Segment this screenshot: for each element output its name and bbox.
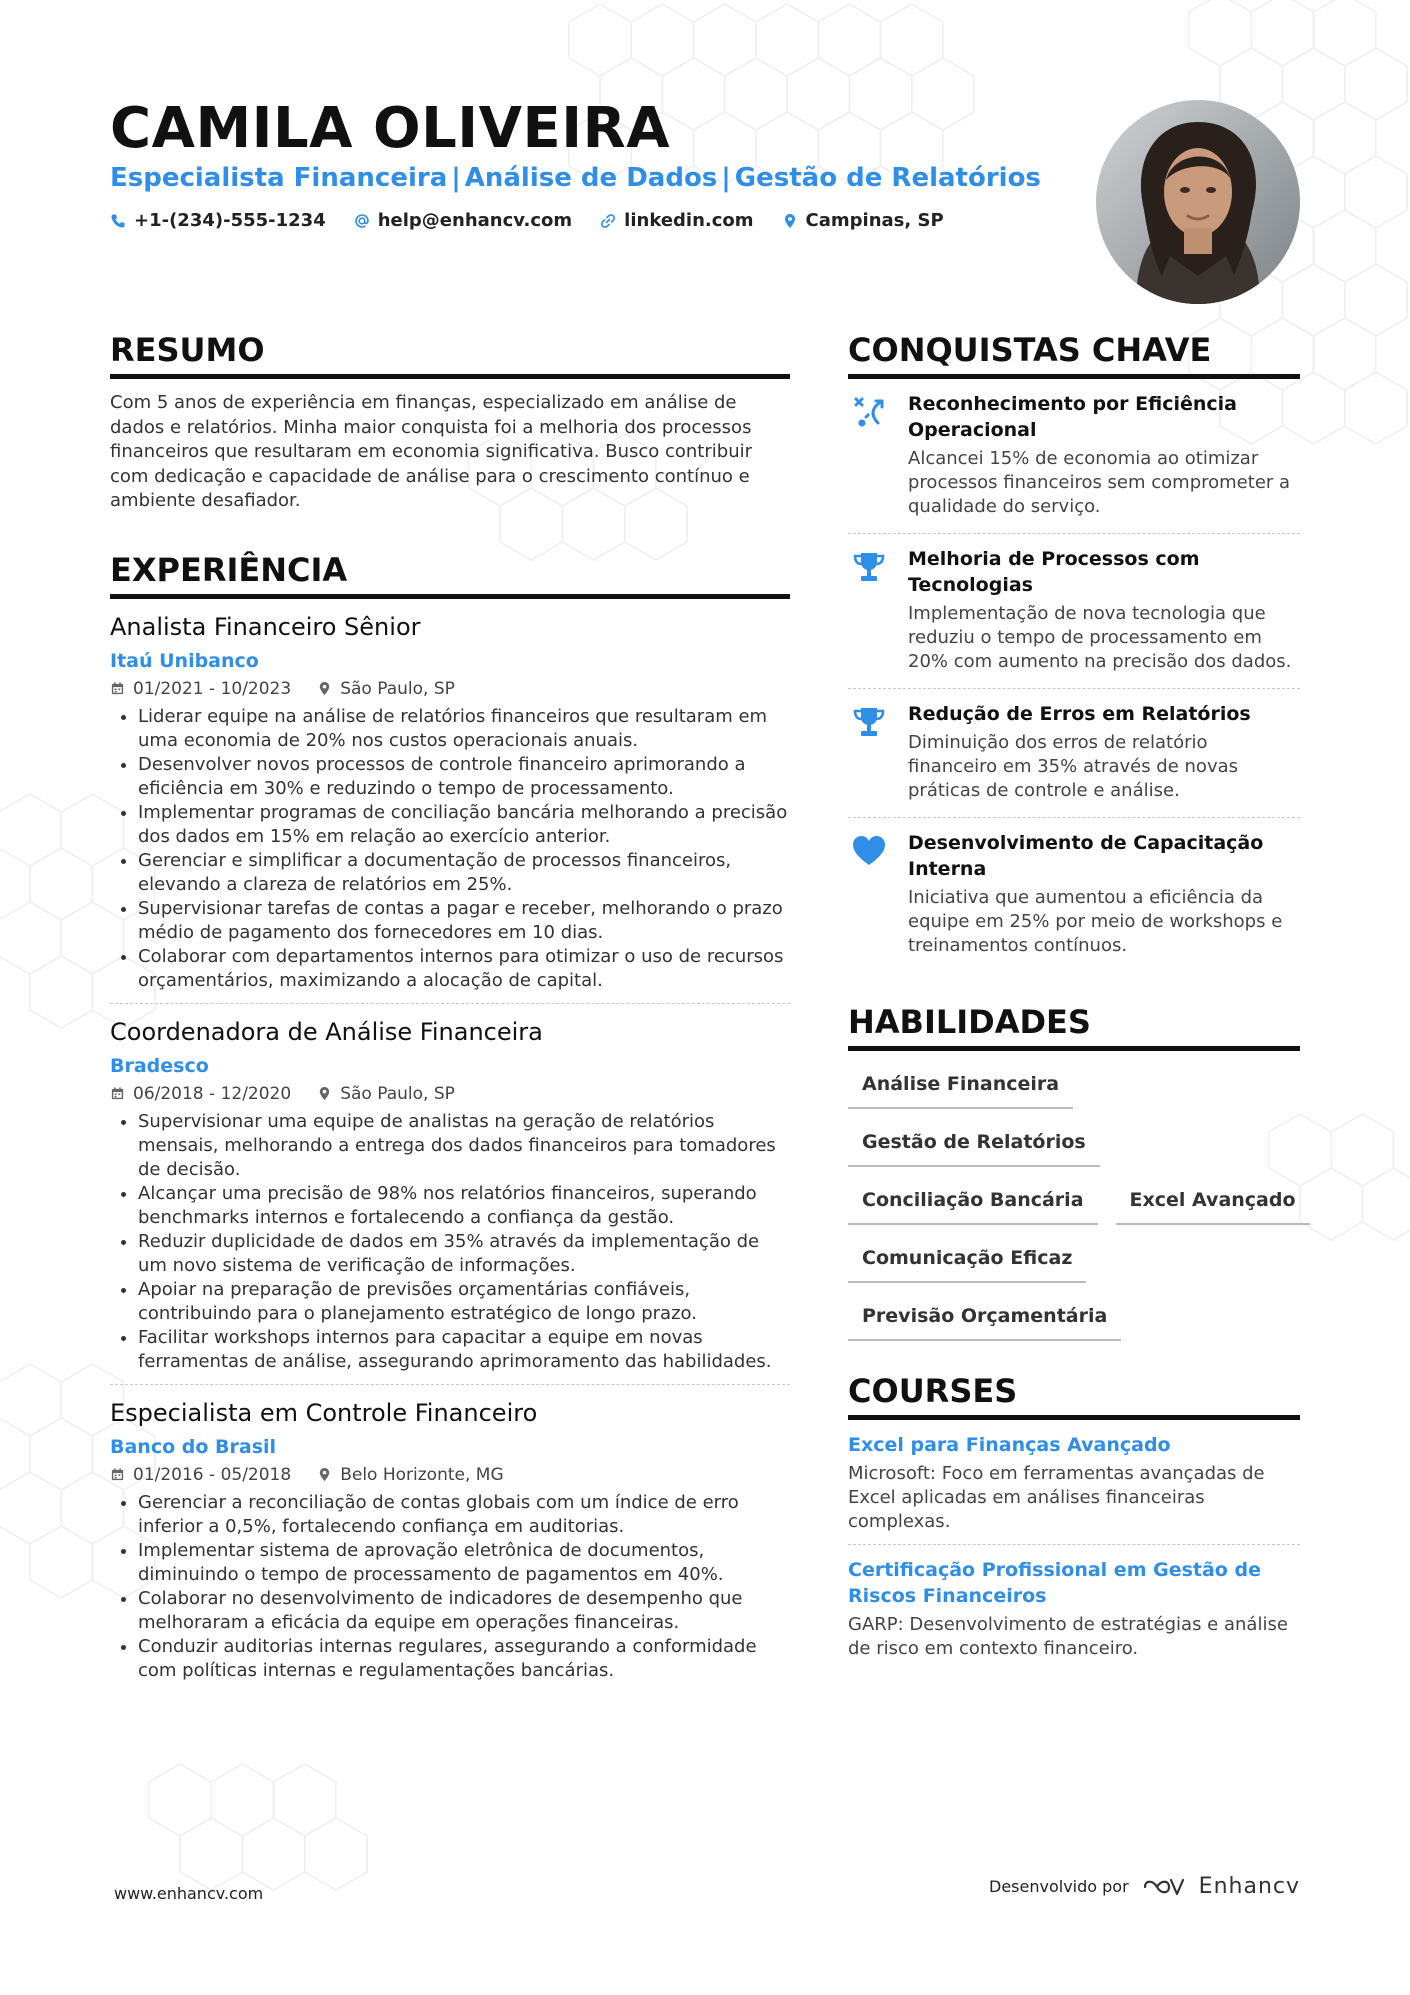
- job-location-text: São Paulo, SP: [340, 678, 455, 699]
- job-location-text: Belo Horizonte, MG: [340, 1464, 504, 1485]
- bullet-item: • Colaborar no desenvolvimento de indicadores de desempenho que melhoraram a eficácia da equipe em operações financeiras.: [138, 1587, 790, 1635]
- job-dates: [110, 1082, 291, 1106]
- bullet-item: • Alcançar uma precisão de 98% nos relatórios financeiros, superando benchmarks internos e fortalecendo a confiança da gestão.: [138, 1182, 790, 1230]
- achievement-title: Redução de Erros em Relatórios: [908, 703, 1251, 725]
- achievement-body: [908, 391, 1300, 519]
- achievement-icon-wrap: [848, 830, 890, 958]
- experience-heading: EXPERIÊNCIA: [110, 550, 790, 599]
- job-entry: [110, 1004, 790, 1385]
- courses-list: [848, 1420, 1300, 1671]
- contact-phone[interactable]: [110, 208, 326, 234]
- achievement-description: Alcancei 15% de economia ao otimizar processos financeiros sem comprometer a qualidade do serviço.: [908, 448, 1291, 517]
- achievement-icon-wrap: [848, 701, 890, 803]
- bullet-item: • Implementar programas de conciliação bancária melhorando a precisão dos dados em 15% em relação ao exercício anterior.: [138, 801, 790, 849]
- skill-tag: Gestão de Relatórios: [848, 1125, 1100, 1167]
- achievement-icon-wrap: [848, 391, 890, 519]
- headline-part: Gestão de Relatórios: [734, 163, 1041, 193]
- job-entry: [110, 1385, 790, 1693]
- skills-row: [848, 1299, 1300, 1341]
- achievement-description: Diminuição dos erros de relatório financeiro em 35% através de novas práticas de controle e análise.: [908, 732, 1239, 801]
- achievements-list: [848, 379, 1300, 972]
- profile-photo: [1096, 100, 1300, 304]
- achievement-body: [908, 546, 1300, 674]
- achievements-heading: CONQUISTAS CHAVE: [848, 330, 1300, 379]
- enhancv-logo-icon: [1141, 1875, 1187, 1899]
- location-text: Campinas, SP: [805, 210, 944, 231]
- footer-website[interactable]: www.enhancv.com: [114, 1884, 264, 1903]
- left-column: [110, 330, 790, 1693]
- headline-separator: |: [451, 163, 461, 193]
- skills-heading: HABILIDADES: [848, 1002, 1300, 1051]
- job-title: Especialista em Controle Financeiro: [110, 1398, 538, 1427]
- skills-row: [848, 1067, 1300, 1109]
- job-title: Analista Financeiro Sênior: [110, 612, 421, 641]
- right-column: [848, 330, 1300, 1671]
- job-dates: [110, 1463, 291, 1487]
- bullet-item: • Supervisionar tarefas de contas a pagar e receber, melhorando o prazo médio de pagamento dos fornecedores em 10 dias.: [138, 897, 790, 945]
- phone-icon: [110, 213, 126, 229]
- bullet-item: • Gerenciar e simplificar a documentação de processos financeiros, elevando a clareza de relatórios em 25%.: [138, 849, 790, 897]
- achievement-description: Implementação de nova tecnologia que reduziu o tempo de processamento em 20% com aumento na precisão dos dados.: [908, 603, 1292, 672]
- brand-name: Enhancv: [1198, 1874, 1300, 1899]
- calendar-icon: [110, 681, 125, 696]
- job-meta: [110, 1082, 790, 1106]
- job-location: [317, 1463, 503, 1487]
- job-dates: [110, 677, 291, 701]
- location-pin-icon: [782, 213, 798, 229]
- company-name[interactable]: Banco do Brasil: [110, 1435, 277, 1458]
- footer-branding: [989, 1874, 1300, 1899]
- achievement-description: Iniciativa que aumentou a eficiência da equipe em 25% por meio de workshops e treinamentos contínuos.: [908, 887, 1283, 956]
- job-meta: [110, 1463, 790, 1487]
- course-description: GARP: Desenvolvimento de estratégias e análise de risco em contexto financeiro.: [848, 1614, 1288, 1659]
- job-meta: [110, 677, 790, 701]
- bullet-item: • Colaborar com departamentos internos para otimizar o uso de recursos orçamentários, maximizando a alocação de capital.: [138, 945, 790, 993]
- job-bullets: [110, 1110, 790, 1374]
- achievement-body: [908, 830, 1300, 958]
- contact-email[interactable]: [354, 208, 572, 234]
- job-dates-text: 01/2016 - 05/2018: [133, 1464, 292, 1485]
- bullet-item: • Reduzir duplicidade de dados em 35% através da implementação de um novo sistema de verificação de informações.: [138, 1230, 790, 1278]
- course-item: [848, 1420, 1300, 1545]
- job-entry: [110, 599, 790, 1004]
- experience-list: [110, 599, 790, 1693]
- skill-tag: Análise Financeira: [848, 1067, 1073, 1109]
- phone-text: +1-(234)-555-1234: [134, 210, 326, 231]
- link-icon: [600, 213, 616, 229]
- achievement-body: [908, 701, 1300, 803]
- strategy-icon: [850, 393, 888, 431]
- achievement-item: [848, 818, 1300, 972]
- job-title: Coordenadora de Análise Financeira: [110, 1017, 543, 1046]
- skill-tag: Conciliação Bancária: [848, 1183, 1098, 1225]
- headline-part: Análise de Dados: [464, 163, 718, 193]
- candidate-name: CAMILA OLIVEIRA: [110, 96, 671, 161]
- contact-linkedin[interactable]: [600, 208, 753, 234]
- bullet-item: • Implementar sistema de aprovação eletrônica de documentos, diminuindo o tempo de processamento de pagamentos em 40%.: [138, 1539, 790, 1587]
- location-pin-icon: [317, 1467, 332, 1482]
- bullet-item: • Desenvolver novos processos de controle financeiro aprimorando a eficiência em 30% e reduzindo o tempo de processamento.: [138, 753, 790, 801]
- achievement-icon-wrap: [848, 546, 890, 674]
- skills-row: [848, 1183, 1300, 1225]
- course-item: [848, 1545, 1300, 1671]
- bullet-item: • Conduzir auditorias internas regulares, assegurando a conformidade com políticas internas e regulamentações bancárias.: [138, 1635, 790, 1683]
- headline-separator: |: [721, 163, 731, 193]
- achievement-item: [848, 534, 1300, 689]
- bullet-item: • Gerenciar a reconciliação de contas globais com um índice de erro inferior a 0,5%, fortalecendo confiança em auditorias.: [138, 1491, 790, 1539]
- achievement-title: Reconhecimento por Eficiência Operacional: [908, 393, 1237, 441]
- bullet-item: • Liderar equipe na análise de relatórios financeiros que resultaram em uma economia de 20% nos custos operacionais anuais.: [138, 705, 790, 753]
- job-bullets: [110, 705, 790, 993]
- trophy-icon: [850, 703, 888, 741]
- skills-list: [848, 1067, 1300, 1341]
- job-bullets: [110, 1491, 790, 1683]
- headline-part: Especialista Financeira: [110, 163, 448, 193]
- company-name[interactable]: Bradesco: [110, 1054, 209, 1077]
- trophy-icon: [850, 548, 888, 586]
- powered-by-label: Desenvolvido por: [989, 1877, 1129, 1896]
- location-pin-icon: [317, 1086, 332, 1101]
- courses-heading: COURSES: [848, 1371, 1300, 1420]
- summary-heading: RESUMO: [110, 330, 790, 379]
- achievement-item: [848, 689, 1300, 818]
- achievement-title: Desenvolvimento de Capacitação Interna: [908, 832, 1264, 880]
- contact-bar: [110, 208, 944, 234]
- at-icon: [354, 213, 370, 229]
- bullet-item: • Supervisionar uma equipe de analistas na geração de relatórios mensais, melhorando a entrega dos dados financeiros para tomadores de decisão.: [138, 1110, 790, 1182]
- summary-text: Com 5 anos de experiência em finanças, especializado em análise de dados e relatórios. Minha maior conquista foi a melhoria dos processos financeiros que resultaram em economia significativa. Busco contribuir com dedicação e capacidade de análise para o crescimento contínuo e ambiente desafiador.: [110, 392, 753, 511]
- location-pin-icon: [317, 681, 332, 696]
- job-location: [317, 677, 455, 701]
- achievement-title: Melhoria de Processos com Tecnologias: [908, 548, 1200, 596]
- bullet-item: • Apoiar na preparação de previsões orçamentárias confiáveis, contribuindo para o planejamento estratégico de longo prazo.: [138, 1278, 790, 1326]
- job-dates-text: 01/2021 - 10/2023: [133, 678, 292, 699]
- job-location: [317, 1082, 455, 1106]
- skill-tag: Comunicação Eficaz: [848, 1241, 1086, 1283]
- portrait-image: [1096, 100, 1300, 304]
- company-name[interactable]: Itaú Unibanco: [110, 649, 259, 672]
- calendar-icon: [110, 1467, 125, 1482]
- skills-row: [848, 1241, 1300, 1283]
- bullet-item: • Facilitar workshops internos para capacitar a equipe em novas ferramentas de análise, assegurando aprimoramento das habilidades.: [138, 1326, 790, 1374]
- email-text: help@enhancv.com: [377, 210, 573, 231]
- heart-icon: [850, 832, 888, 870]
- job-dates-text: 06/2018 - 12/2020: [133, 1083, 292, 1104]
- skill-tag: Excel Avançado: [1116, 1183, 1310, 1225]
- skills-row: [848, 1125, 1300, 1167]
- job-location-text: São Paulo, SP: [340, 1083, 455, 1104]
- calendar-icon: [110, 1086, 125, 1101]
- course-title[interactable]: Excel para Finanças Avançado: [848, 1434, 1171, 1456]
- course-title[interactable]: Certificação Profissional em Gestão de Riscos Financeiros: [848, 1559, 1261, 1607]
- headline: [110, 160, 1041, 196]
- skill-tag: Previsão Orçamentária: [848, 1299, 1121, 1341]
- achievement-item: [848, 379, 1300, 534]
- contact-location: [782, 208, 944, 234]
- course-description: Microsoft: Foco em ferramentas avançadas de Excel aplicadas em análises financeiras complexas.: [848, 1463, 1265, 1532]
- linkedin-text: linkedin.com: [624, 210, 754, 231]
